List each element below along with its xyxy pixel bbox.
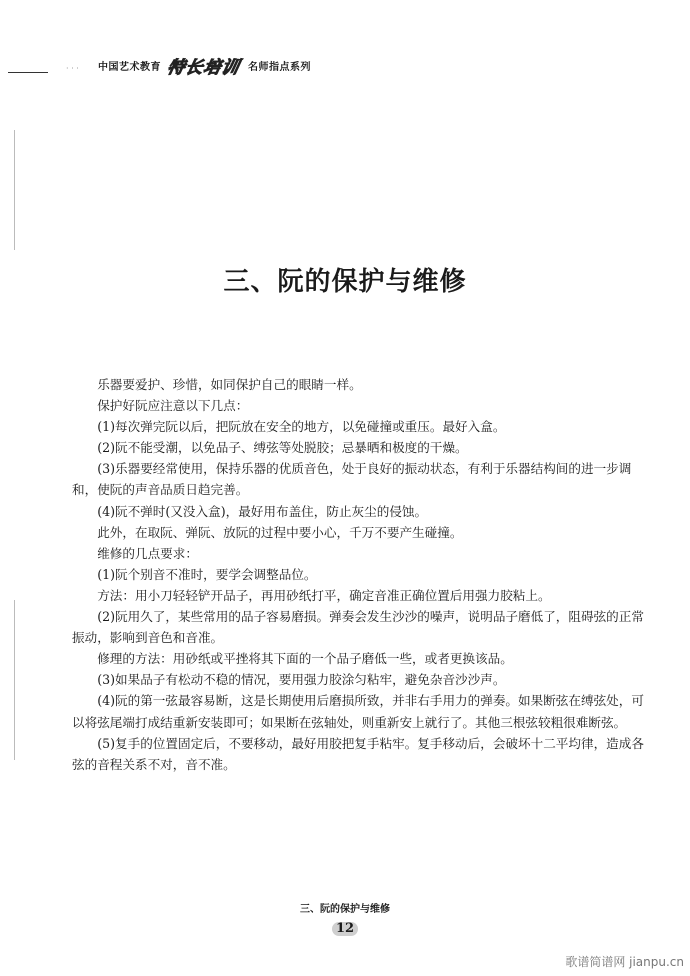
page-number: 12 — [335, 921, 355, 936]
page-title: 三、阮的保护与维修 — [223, 267, 467, 298]
header-publisher: 中国艺术教育 — [98, 62, 161, 73]
paragraph: 维修的几点要求： — [97, 545, 198, 561]
paragraph: 方法：用小刀轻轻铲开品子，再用砂纸打平，确定音准正确位置后用强力胶粘上。 — [97, 587, 551, 603]
header-dots: · · · — [66, 64, 79, 73]
header-logo: 特长培训 — [165, 58, 242, 78]
paragraph: (3)乐器要经常使用，保持乐器的优质音色，处于良好的振动状态，有利于乐器结构间的进一步调和，使阮的声音品质日趋完善。 — [72, 461, 632, 498]
margin-line — [14, 600, 15, 760]
body-text — [72, 374, 652, 775]
paragraph: (4)阮的第一弦最容易断，这是长期使用后磨损所致，并非右手用力的弹奏。如果断弦在缚弦处，可以将弦尾端打成结重新安装即可；如果断在弦轴处，则重新安上就行了。其他三根弦较粗很难断弦。 — [72, 693, 644, 730]
paragraph: (3)如果品子有松动不稳的情况，要用强力胶涂匀粘牢，避免杂音沙沙声。 — [97, 672, 506, 688]
paragraph: (5)复手的位置固定后，不要移动，最好用胶把复手粘牢。复手移动后，会破坏十二平均律，造成各弦的音程关系不对，音不准。 — [72, 735, 644, 772]
paragraph: (1)阮个别音不准时，要学会调整品位。 — [97, 566, 317, 582]
paragraph: 保护好阮应注意以下几点： — [97, 398, 249, 414]
header-series: 名师指点系列 — [248, 62, 311, 73]
paragraph: (1)每次弹完阮以后，把阮放在安全的地方，以免碰撞或重压。最好入盒。 — [97, 419, 506, 435]
header-rule — [8, 72, 48, 73]
paragraph: (4)阮不弹时(又没入盒)，最好用布盖住，防止灰尘的侵蚀。 — [97, 503, 428, 519]
watermark: 歌谱简谱网 jianpu.cn — [565, 955, 684, 969]
paragraph: 乐器要爱护、珍惜，如同保护自己的眼睛一样。 — [97, 377, 362, 392]
paragraph: 修理的方法：用砂纸或平挫将其下面的一个品子磨低一些，或者更换该品。 — [97, 651, 513, 667]
margin-line — [14, 130, 15, 250]
page-header — [0, 50, 690, 78]
paragraph: 此外，在取阮、弹阮、放阮的过程中要小心，千万不要产生碰撞。 — [97, 524, 463, 540]
paragraph: (2)阮不能受潮，以免品子、缚弦等处脱胶；忌暴晒和极度的干燥。 — [97, 440, 468, 456]
paragraph: (2)阮用久了，某些常用的品子容易磨损。弹奏会发生沙沙的噪声，说明品子磨低了，阻碍弦的正常振动，影响到音色和音准。 — [72, 609, 644, 646]
running-footer-title: 三、阮的保护与维修 — [300, 904, 390, 915]
